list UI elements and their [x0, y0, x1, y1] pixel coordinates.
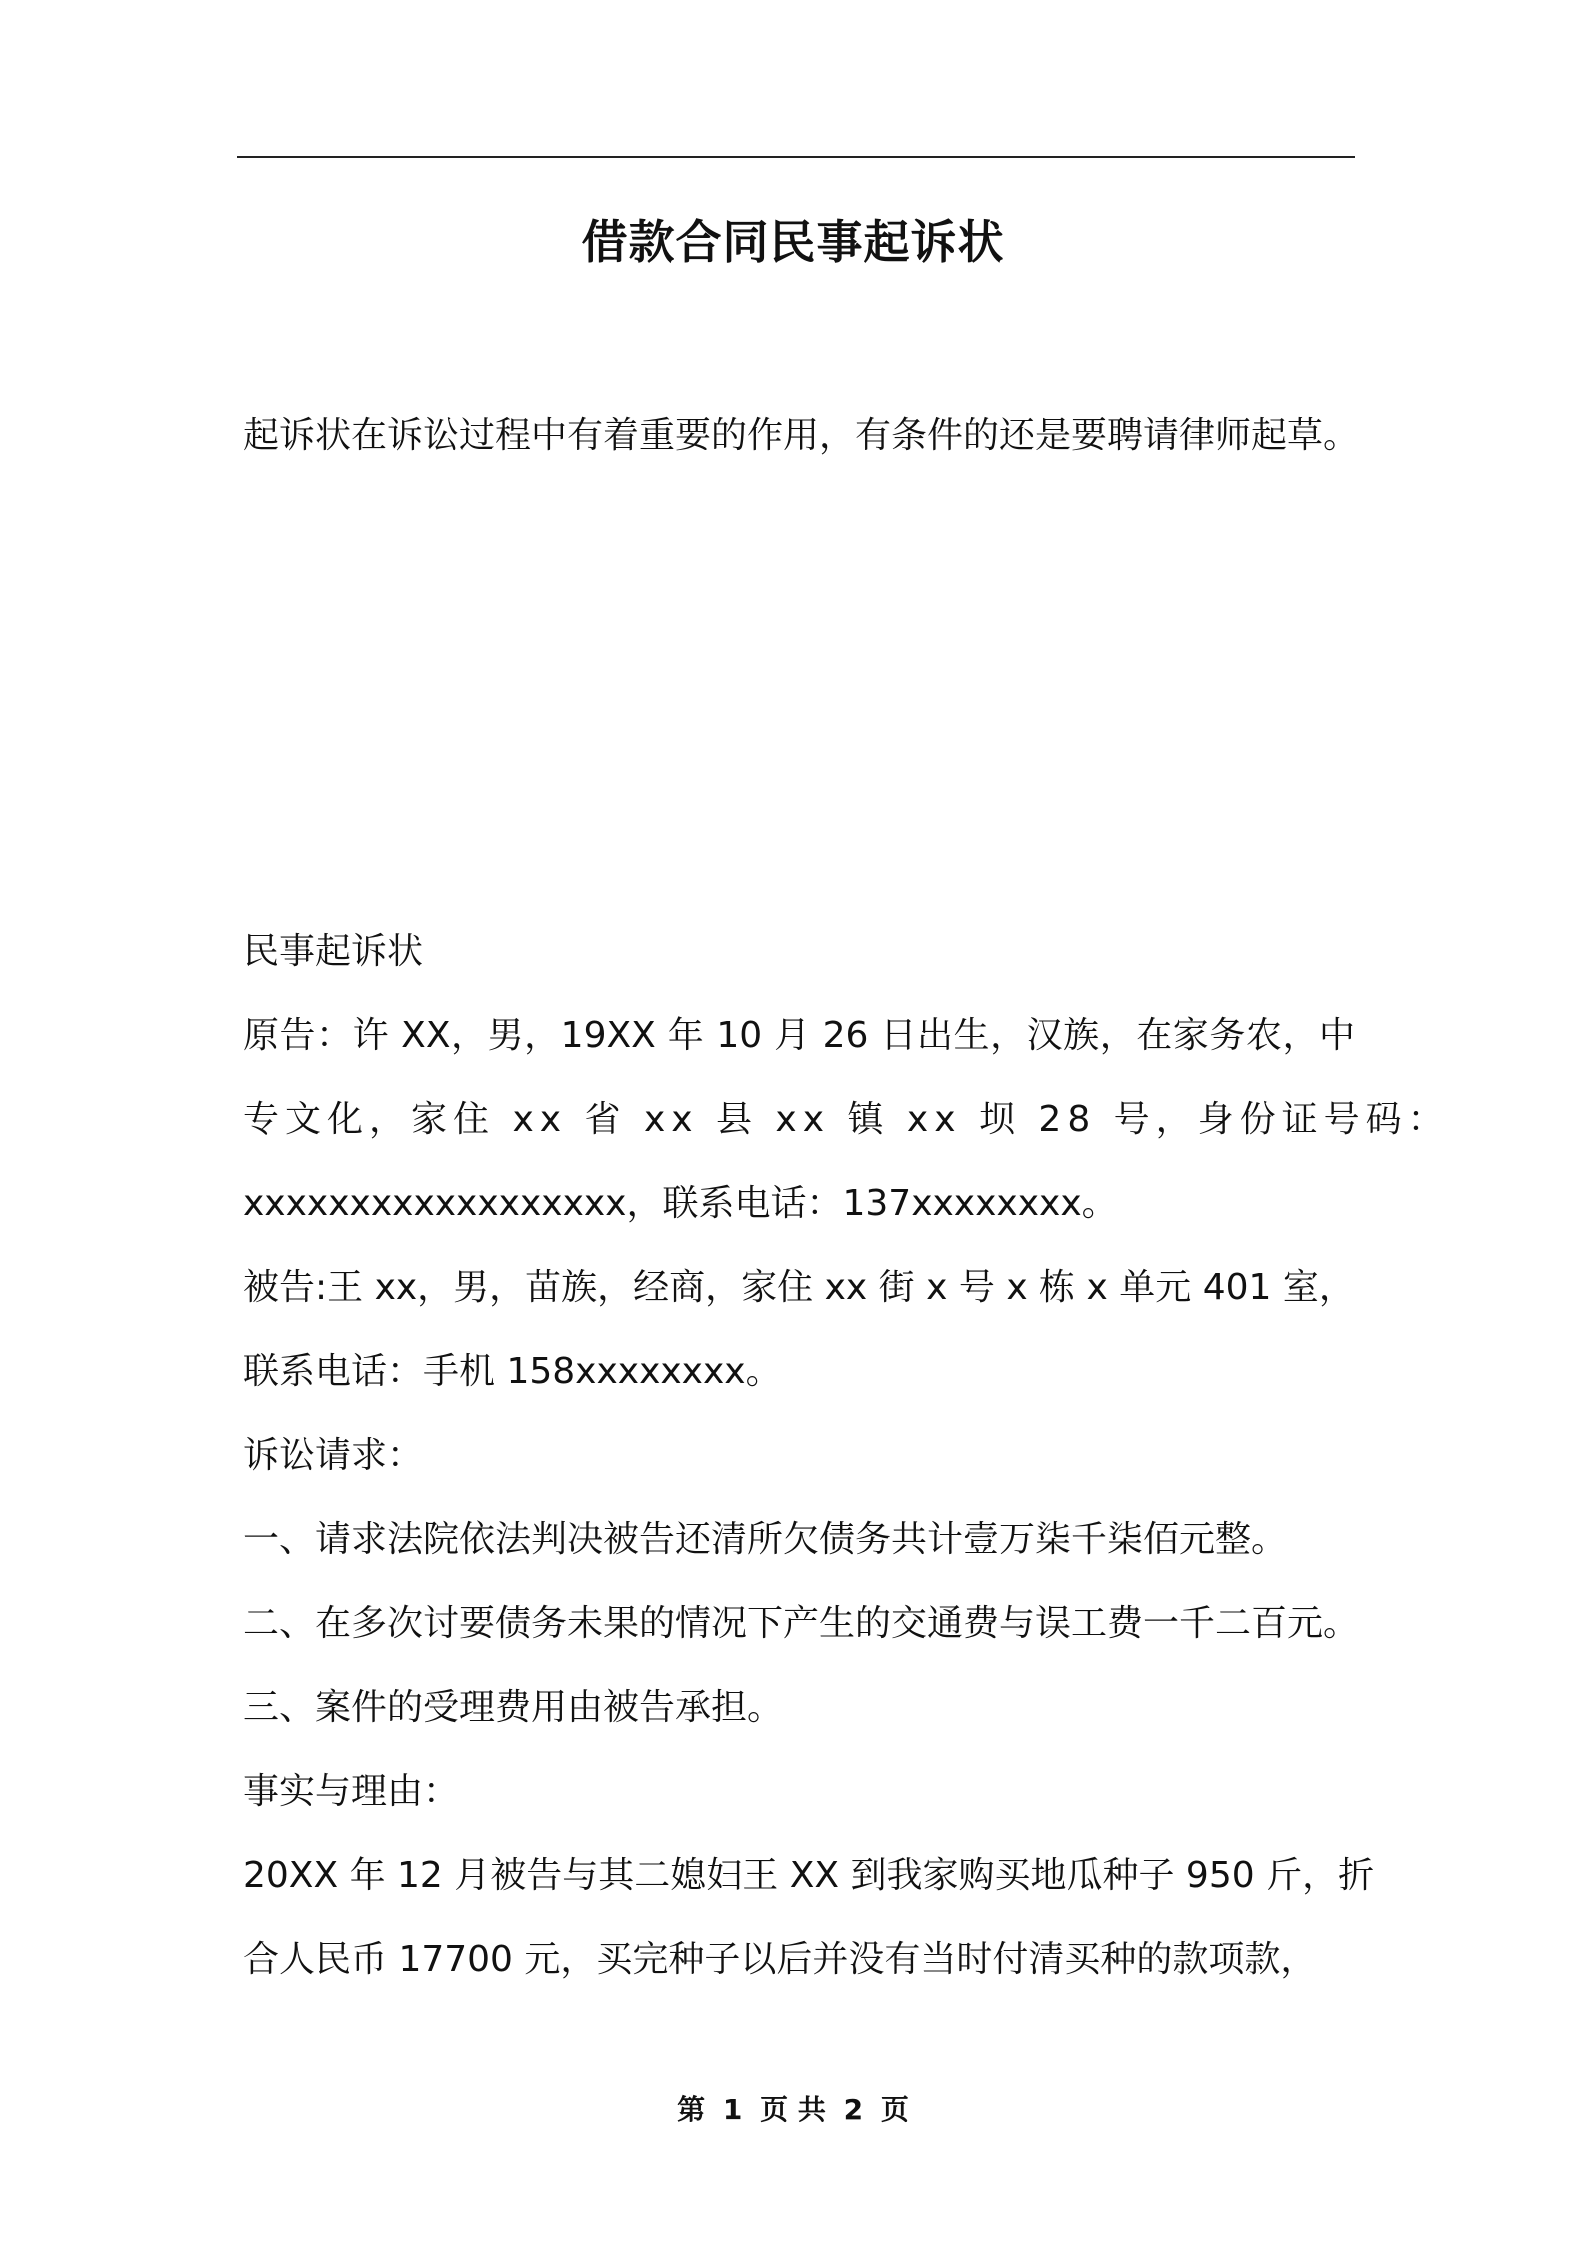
facts-line-1: 20XX 年 12 月被告与其二媳妇王 XX 到我家购买地瓜种子 950 斤，折 [243, 1855, 1375, 1896]
footer-current-page: 1 [722, 2093, 743, 2126]
claim-item-3: 三、案件的受理费用由被告承担。 [243, 1687, 784, 1728]
facts-line-2: 合人民币 17700 元，买完种子以后并没有当时付清买种的款项款， [243, 1939, 1317, 1980]
complaint-body [243, 910, 1450, 2002]
footer-total-pages: 2 [843, 2093, 864, 2126]
footer-middle: 页 共 [760, 2093, 826, 2126]
header-rule [237, 156, 1355, 158]
plaintiff-line-1: 原告：许 XX，男，19XX 年 10 月 26 日出生，汉族，在家务农，中 [243, 1015, 1355, 1056]
plaintiff-line-2: 专文化，家住 xx 省 xx 县 xx 镇 xx 坝 28 号，身份证号码： [243, 1099, 1450, 1140]
claim-item-1: 一、请求法院依法判决被告还清所欠债务共计壹万柒千柒佰元整。 [243, 1519, 1288, 1560]
claim-item-2: 二、在多次讨要债务未果的情况下产生的交通费与误工费一千二百元。 [243, 1603, 1360, 1644]
claims-heading: 诉讼请求： [243, 1435, 424, 1476]
defendant-line-2: 联系电话：手机 158xxxxxxxx。 [243, 1351, 782, 1392]
plaintiff-line-3: xxxxxxxxxxxxxxxxxx，联系电话：137xxxxxxxx。 [243, 1183, 1118, 1224]
footer-prefix: 第 [677, 2093, 706, 2126]
complaint-heading: 民事起诉状 [243, 931, 424, 972]
facts-heading: 事实与理由： [243, 1771, 460, 1812]
intro-paragraph: 起诉状在诉讼过程中有着重要的作用，有条件的还是要聘请律师起草。 [243, 415, 1360, 456]
footer-suffix: 页 [880, 2093, 909, 2126]
page-footer [0, 2090, 1586, 2130]
defendant-line-1: 被告:王 xx，男，苗族，经商，家住 xx 街 x 号 x 栋 x 单元 401 室， [243, 1267, 1355, 1308]
document-title: 借款合同民事起诉状 [581, 215, 1005, 269]
